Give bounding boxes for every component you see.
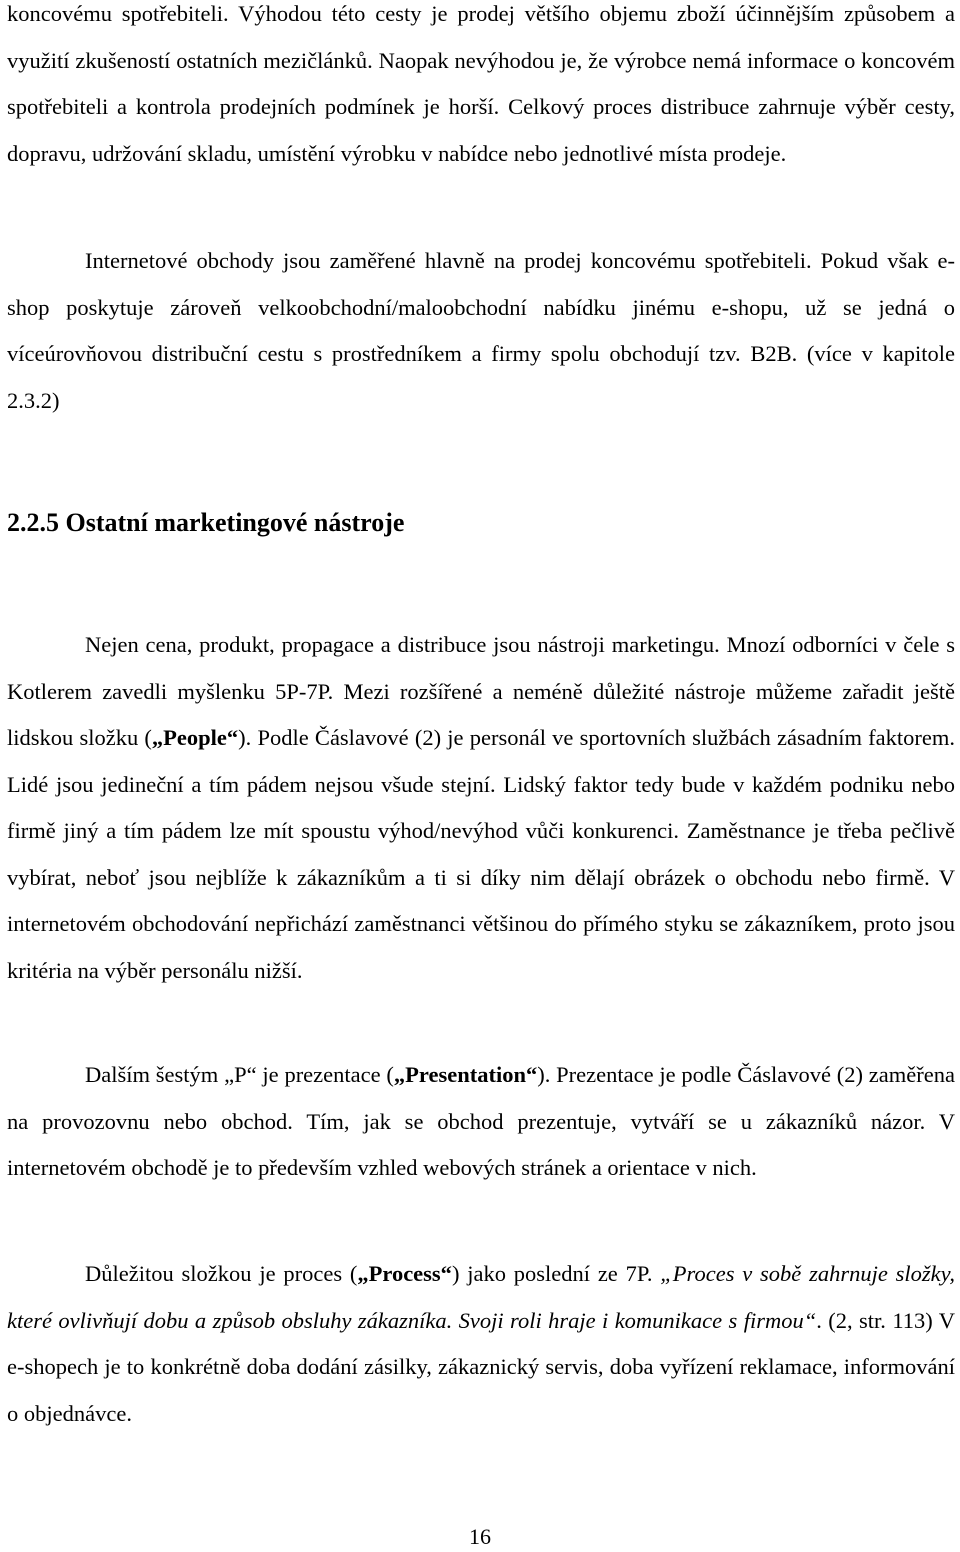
paragraph-people-text-1: Nejen cena, produkt, propagace a distribuce jsou nástroji marketingu. Mnozí odborníci v čele s Kotlerem zavedli myšlenku 5P-7P. Mezi rozšířené a neméně důležité nástroje můžeme zařadit ještě lidskou složku ( [7,632,955,750]
page-number: 16 [469,1524,491,1549]
paragraph-people-text-2: ). Podle Čáslavové (2) je personál ve sportovních službách zásadním faktorem. Lidé jsou jedineční a tím pádem nejsou všude stejní. Lidský faktor tedy bude v každém podniku nebo firmě jiný a tím pádem lze mít spoustu výhod/nevýhod vůči konkurenci. Zaměstnance je třeba pečlivě vybírat, neboť jsou nejblíže k zákazníkům a ti si díky nim dělají obrázek o obchodu nebo firmě. V internetovém obchodování nepřichází zaměstnanci většinou do přímého styku se zákazníkem, proto jsou kritéria na výběr personálu nižší. [7,725,955,983]
paragraph-presentation-text-1: Dalším šestým „P“ je prezentace ( [85,1062,394,1087]
process-quote: „Proces v sobě zahrnuje složky, které ovlivňují dobu a způsob obsluhy zákazníka. Svoji roli hraje i komunikace s firmou“ [7,1261,956,1333]
paragraph-process-text-2: ) jako poslední ze 7P. [451,1261,661,1286]
paragraph-distribution-end: koncovému spotřebiteli. Výhodou této cesty je prodej většího objemu zboží účinnějším způsobem a využití zkušeností ostatních mezičlánků. Naopak nevýhodou je, že výrobce nemá informace o koncovém spotřebiteli a kontrola prodejních podmínek je horší. Celkový proces distribuce zahrnuje výběr cesty, dopravu, udržování skladu, umístění výrobku v nabídce nebo jednotlivé místa prodeje. [7,1,955,166]
paragraph-people [7,622,955,994]
paragraph-process-text-3: . (2, str. 113) V e-shopech je to konkrétně doba dodání zásilky, zákaznický servis, doba vyřízení reklamace, informování o objednávce. [7,1307,955,1426]
paragraph-internet-shops: Internetové obchody jsou zaměřené hlavně na prodej koncovému spotřebiteli. Pokud však e-shop poskytuje zároveň velkoobchodní/maloobchodní nabídku jinému e-shopu, už se jedná o víceúrovňovou distribuční cestu s prostředníkem a firmy spolu obchodují tzv. B2B. (více v kapitole 2.3.2) [7,248,955,413]
paragraph-process-text-1: Důležitou složkou je proces ( [85,1261,358,1286]
section-heading: 2.2.5 Ostatní marketingové nástroje [7,508,405,537]
paragraph-presentation-text-2: ). Prezentace je podle Čáslavové (2) zaměřena na provozovnu nebo obchod. Tím, jak se obchod prezentuje, vytváří se u zákazníků názor. V internetovém obchodě je to především vzhled webových stránek a orientace v nich. [7,1062,955,1180]
term-people: „People“ [151,725,239,750]
paragraph-presentation [7,1052,955,1192]
term-process: „Process“ [357,1261,452,1286]
term-presentation: „Presentation“ [393,1062,538,1087]
paragraph-process [7,1251,955,1437]
